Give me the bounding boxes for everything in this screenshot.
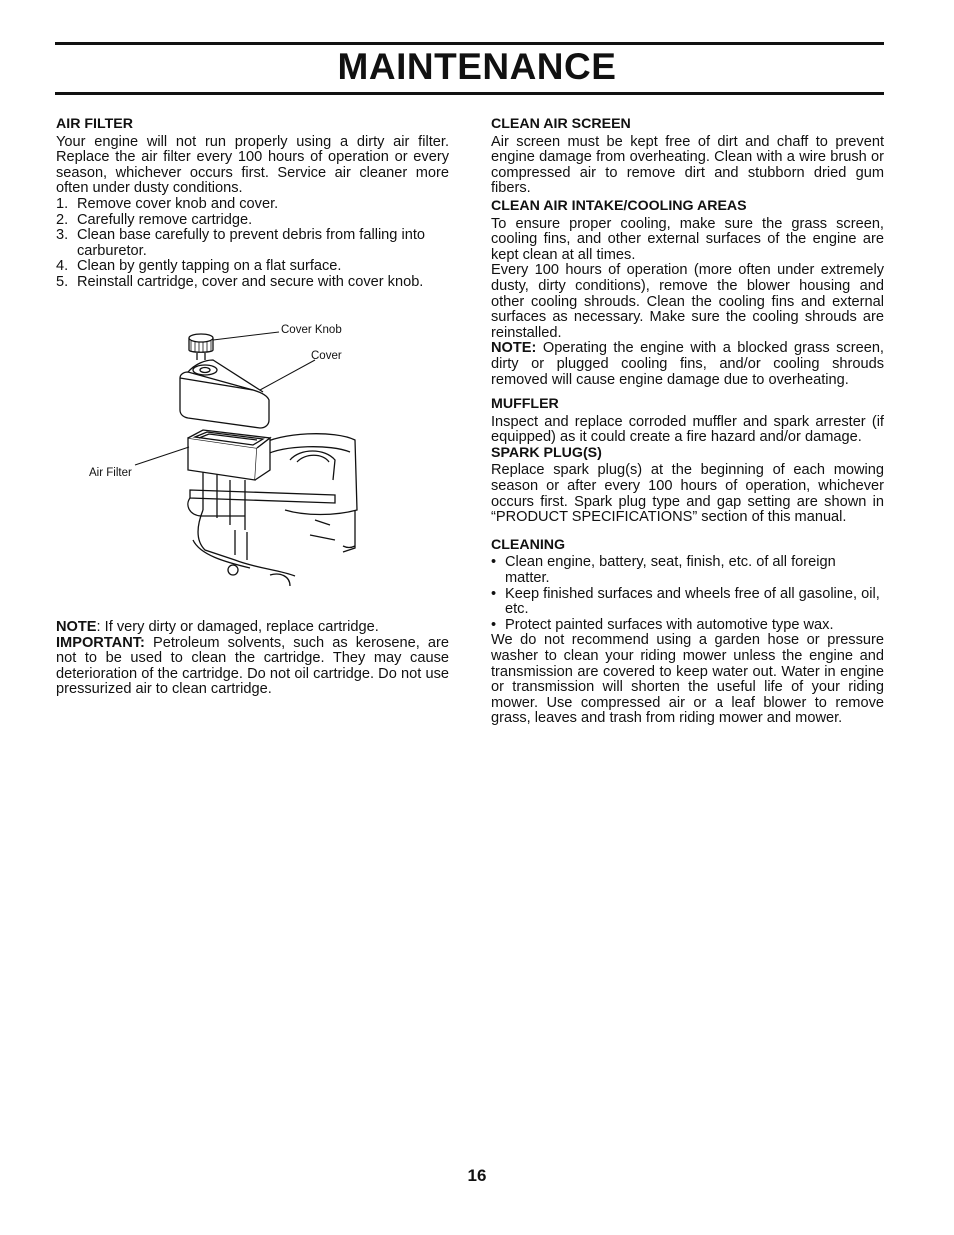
air-filter-heading: AIR FILTER xyxy=(56,116,133,132)
list-item: 2. Carefully remove cartridge. xyxy=(56,211,253,228)
spark-plugs-text: Replace spark plug(s) at the beginning of each mowing season or after every 100 hours of operation, whichever occurs first. Spark plug type and gap setting are shown in “PRODUCT SPECIFICATIONS” section of this manual. xyxy=(491,462,884,526)
page-number: 16 xyxy=(467,1166,487,1185)
cover-label: Cover xyxy=(311,350,342,362)
header-rule-top xyxy=(55,42,884,45)
cleaning-heading: CLEANING xyxy=(491,536,566,553)
clean-air-intake-para1: To ensure proper cooling, make sure the grass screen, cooling fins, and other external surfaces of the engine are kept clean at all times. xyxy=(491,215,884,263)
air-filter-steps xyxy=(56,197,449,291)
air-filter-label: Air Filter xyxy=(89,467,132,479)
cover-knob-label: Cover Knob xyxy=(281,324,342,336)
clean-air-screen-heading: CLEAN AIR SCREEN xyxy=(491,116,631,132)
list-item: 3. Clean base carefully to prevent debris from falling into carburetor. xyxy=(56,227,425,259)
left-column xyxy=(56,117,449,291)
header-rule-bottom xyxy=(55,92,884,95)
muffler-text: Inspect and replace corroded muffler and spark arrester (if equipped) as it could create a fire hazard and/or damage. xyxy=(491,413,884,446)
list-item: • Keep finished surfaces and wheels free of all gasoline, oil, etc. xyxy=(491,585,880,618)
right-column xyxy=(491,117,884,727)
cartridge-notes xyxy=(56,620,449,698)
list-item: • Protect painted surfaces with automotive type wax. xyxy=(491,616,834,633)
list-item: 5. Reinstall cartridge, cover and secure with cover knob. xyxy=(56,273,424,290)
list-item: • Clean engine, battery, seat, finish, etc. of all foreign matter. xyxy=(491,554,836,587)
air-filter-diagram xyxy=(85,320,370,595)
clean-air-intake-para2: Every 100 hours of operation (more often under extremely dusty, dirty conditions), remove the blower housing and other cooling shrouds. Clean the cooling fins and external surfaces as necessary. Make sure the cooling shrouds are reinstalled. xyxy=(491,262,884,341)
list-item: 1. Remove cover knob and cover. xyxy=(56,195,279,212)
clean-air-intake-heading: CLEAN AIR INTAKE/COOLING AREAS xyxy=(491,197,747,214)
page-title: MAINTENANCE xyxy=(337,46,617,87)
clean-air-screen-text: Air screen must be kept free of dirt and chaff to prevent engine damage from overheating. Clean with a wire brush or compressed air to remove dirt and stubborn dried gum fibers. xyxy=(491,133,884,197)
air-filter-intro: Your engine will not run properly using a dirty air filter. Replace the air filter every 100 hours of operation or every season, whichever occurs first. Service air cleaner more often under dusty conditions. xyxy=(56,133,449,197)
cartridge-note: NOTE: If very dirty or damaged, replace cartridge. xyxy=(56,619,379,635)
cleaning-text: We do not recommend using a garden hose or pressure washer to clean your riding mower unless the engine and transmission are covered to keep water out. Water in engine or transmission will shorten the useful life of your riding mower. Use compressed air or a leaf blower to remove grass, leaves and trash from riding mower and mower. xyxy=(491,632,884,727)
list-item: 4. Clean by gently tapping on a flat surface. xyxy=(56,258,342,275)
cleaning-bullets xyxy=(491,555,884,633)
spark-plugs-heading: SPARK PLUG(S) xyxy=(491,444,602,461)
cartridge-important: IMPORTANT: Petroleum solvents, such as kerosene, are not to be used to clean the cartridge. They may cause deterioration of the cartridge. Do not oil cartridge. Do not use pressurized air to clean cartridge. xyxy=(56,634,449,698)
clean-air-intake-note: NOTE: Operating the engine with a blocked grass screen, dirty or plugged cooling fins, and/or cooling shrouds removed will cause engine damage due to overheating. xyxy=(491,340,884,388)
muffler-heading: MUFFLER xyxy=(491,396,559,413)
